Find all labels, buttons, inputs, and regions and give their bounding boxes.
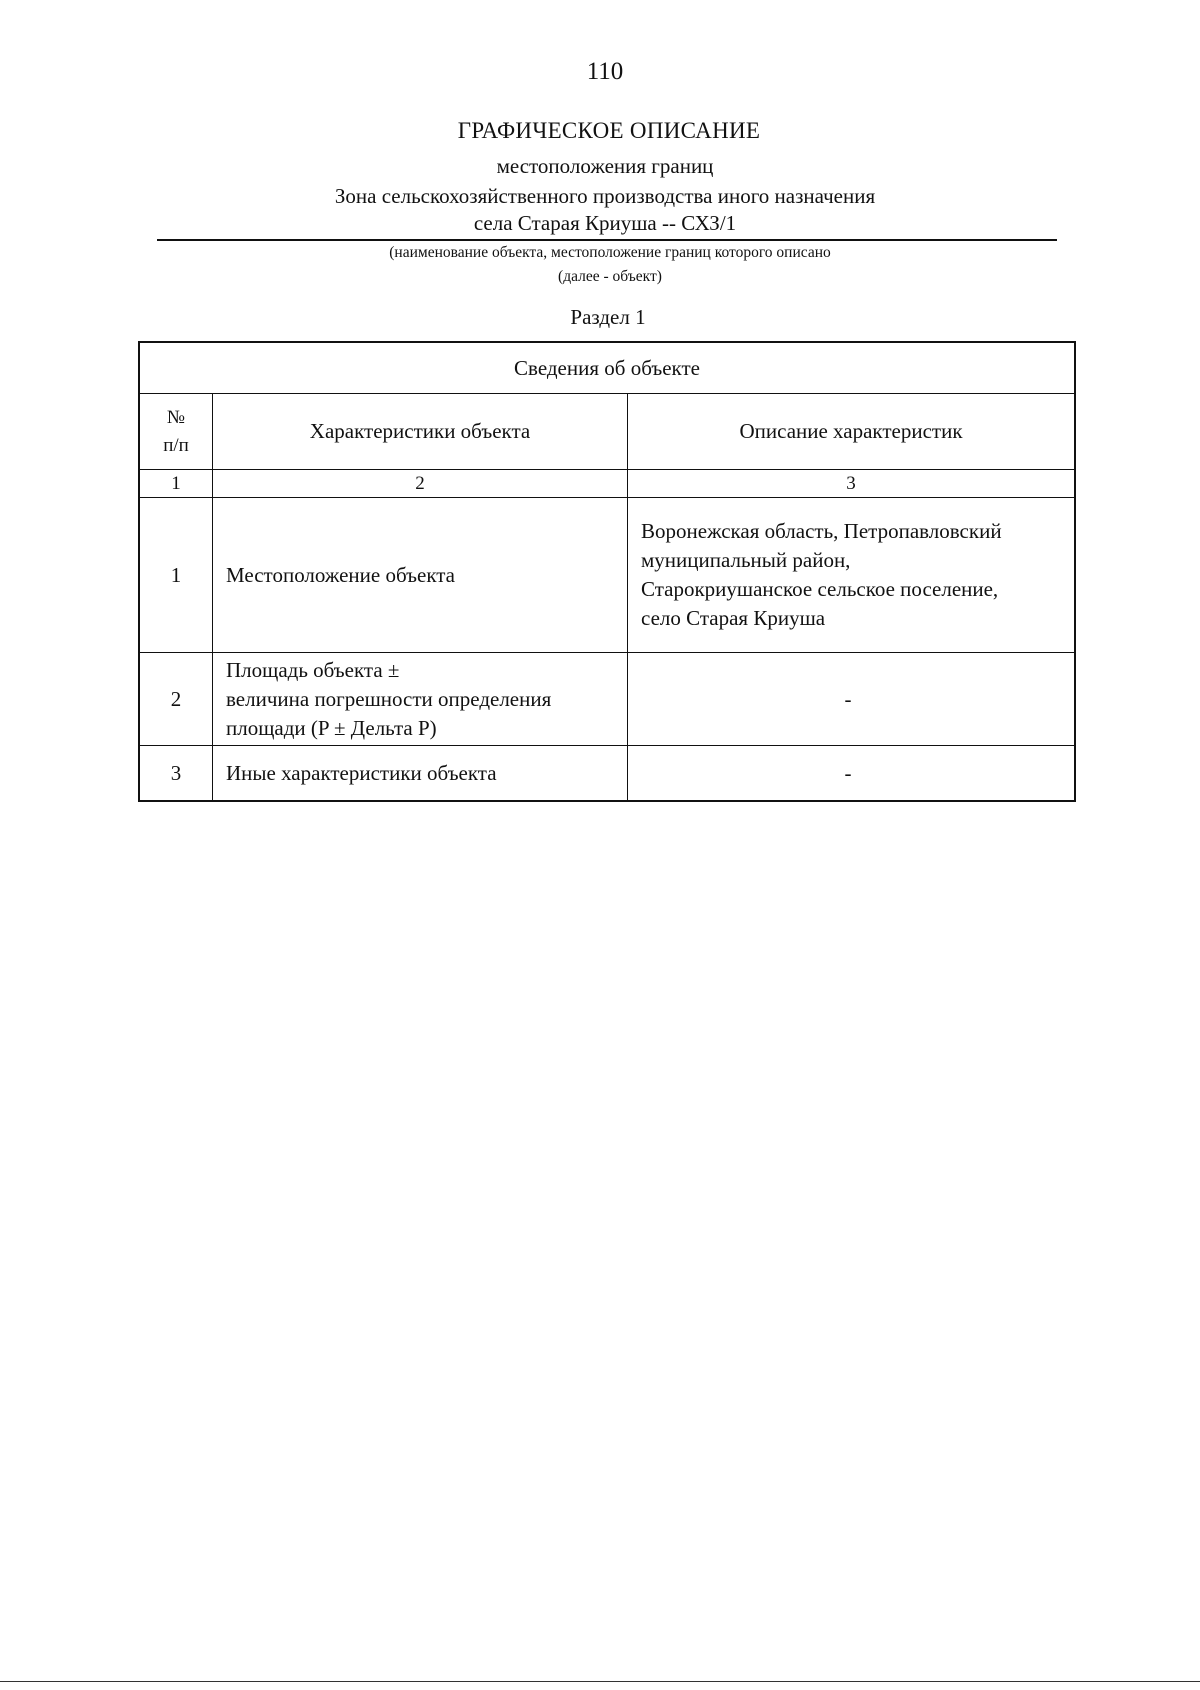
row-description: Воронежская область, Петропавловский муниципальный район, Старокриушанское сельское поселение, село Старая Криуша (628, 498, 1076, 653)
table-caption-row (139, 342, 1075, 394)
section-label: Раздел 1 (570, 305, 646, 329)
row-characteristic: Площадь объекта ± величина погрешности определения площади (P ± Дельта P) (213, 653, 628, 746)
object-info-table (138, 341, 1076, 802)
table-row (139, 746, 1075, 802)
subtitle-line-1: местоположения границ (496, 154, 714, 178)
table-caption: Сведения об объекте (139, 342, 1075, 394)
column-number: 3 (628, 470, 1076, 498)
row-number: 2 (139, 653, 213, 746)
column-number: 2 (213, 470, 628, 498)
table-header-row (139, 394, 1075, 470)
title-underline (157, 239, 1057, 241)
column-number-row (139, 470, 1075, 498)
header-characteristic: Характеристики объекта (213, 394, 628, 470)
header-description: Описание характеристик (628, 394, 1076, 470)
row-characteristic: Местоположение объекта (213, 498, 628, 653)
document-title: ГРАФИЧЕСКОЕ ОПИСАНИЕ (457, 118, 761, 143)
caption-line-1: (наименование объекта, местоположение границ которого описано (389, 244, 831, 261)
page-number: 110 (586, 58, 624, 85)
row-characteristic: Иные характеристики объекта (213, 746, 628, 802)
row-number: 1 (139, 498, 213, 653)
caption-line-2: (далее - объект) (558, 268, 662, 285)
page-bottom-rule (0, 1681, 1200, 1682)
subtitle-line-3: села Старая Криуша -- СХЗ/1 (473, 211, 737, 235)
subtitle-line-2: Зона сельскохозяйственного производства иного назначения (334, 184, 876, 208)
row-description: - (628, 653, 1076, 746)
table-row (139, 498, 1075, 653)
row-description: - (628, 746, 1076, 802)
header-num: № п/п (139, 394, 213, 470)
row-number: 3 (139, 746, 213, 802)
column-number: 1 (139, 470, 213, 498)
table-row (139, 653, 1075, 746)
